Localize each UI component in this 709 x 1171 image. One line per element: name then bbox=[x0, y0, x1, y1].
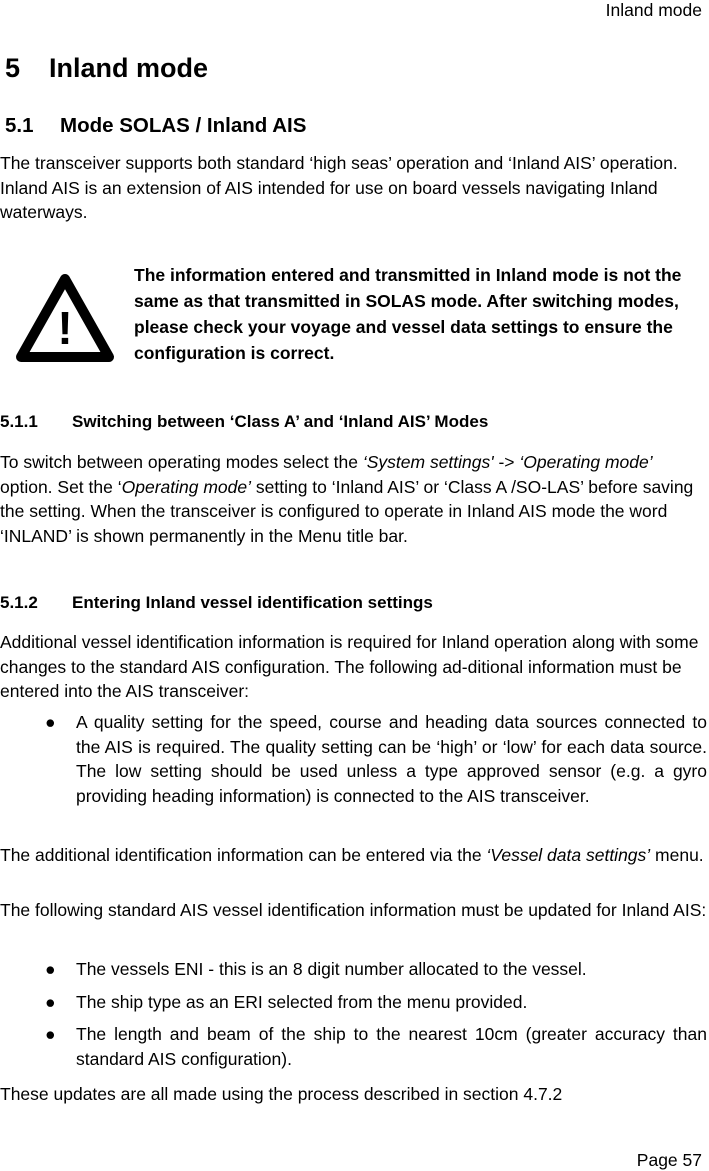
running-header: Inland mode bbox=[605, 0, 702, 20]
subsubsection-heading-511 bbox=[0, 412, 488, 432]
list-item: ● The ship type as an ERI selected from the menu provided. bbox=[45, 990, 707, 1015]
section-number: 5 bbox=[5, 53, 21, 83]
subsubsection-title: Switching between ‘Class A’ and ‘Inland AIS’ Modes bbox=[72, 412, 489, 431]
bullet-list-quality bbox=[45, 710, 707, 808]
subsubsection-title: Entering Inland vessel identification settings bbox=[72, 593, 433, 612]
list-item: ● A quality setting for the speed, course and heading data sources connected to the AIS is required. The quality setting can be ‘high’ or ‘low’ for each data source. The low setting should be used unless a type approved sensor (e.g. a gyro providing heading information) is connected to the AIS transceiver. bbox=[45, 712, 707, 806]
warning-glyph: ! bbox=[57, 302, 73, 354]
section-heading bbox=[5, 53, 208, 84]
bullet-icon: ● bbox=[45, 959, 56, 979]
mode-switch-paragraph: To switch between operating modes select the ‘System settings' -> ‘Operating mode’ option. Set the ‘Operating mode’ setting to ‘Inland AIS’ or ‘Class A /SO-LAS’ before saving the setting. When the transceiver is configured to operate in Inland AIS mode the word ‘INLAND’ is shown permanently in the Menu title bar. bbox=[0, 452, 694, 546]
section-title: Inland mode bbox=[49, 53, 209, 83]
bullet-icon: ● bbox=[45, 712, 56, 732]
subsection-title: Mode SOLAS / Inland AIS bbox=[60, 114, 307, 137]
standard-info-paragraph: The following standard AIS vessel identification information must be updated for Inland AIS: bbox=[0, 900, 707, 920]
bullet-list-identification bbox=[45, 957, 707, 1071]
subsubsection-heading-512 bbox=[0, 593, 433, 613]
subsubsection-number: 5.1.1 bbox=[0, 412, 38, 431]
warning-text: The information entered and transmitted in Inland mode is not the same as that transmitted in SOLAS mode. After switching modes, please check your voyage and vessel data settings to ensure the configuration is correct. bbox=[134, 265, 682, 363]
intro-paragraph: The transceiver supports both standard ‘high seas’ operation and ‘Inland AIS’ operation. Inland AIS is an extension of AIS intended for use on board vessels navigating Inland waterways. bbox=[0, 153, 678, 222]
closing-paragraph: These updates are all made using the process described in section 4.7.2 bbox=[0, 1084, 563, 1104]
bullet-icon: ● bbox=[45, 1024, 56, 1044]
page-number: Page 57 bbox=[636, 1150, 702, 1170]
vessel-data-paragraph: The additional identification information can be entered via the ‘Vessel data settings’ menu. bbox=[0, 845, 704, 865]
subsubsection-number: 5.1.2 bbox=[0, 593, 38, 612]
additional-info-paragraph: Additional vessel identification information is required for Inland operation along with some changes to the standard AIS configuration. The following ad-ditional information must be entered into the AIS transceiver: bbox=[0, 632, 699, 701]
warning-triangle-icon bbox=[12, 269, 118, 369]
list-item: ● The length and beam of the ship to the nearest 10cm (greater accuracy than standard AIS configuration). bbox=[45, 1024, 707, 1069]
subsection-number: 5.1 bbox=[5, 114, 34, 137]
bullet-icon: ● bbox=[45, 991, 56, 1012]
subsection-heading bbox=[5, 114, 306, 138]
list-item: ● The vessels ENI - this is an 8 digit number allocated to the vessel. bbox=[45, 957, 707, 982]
